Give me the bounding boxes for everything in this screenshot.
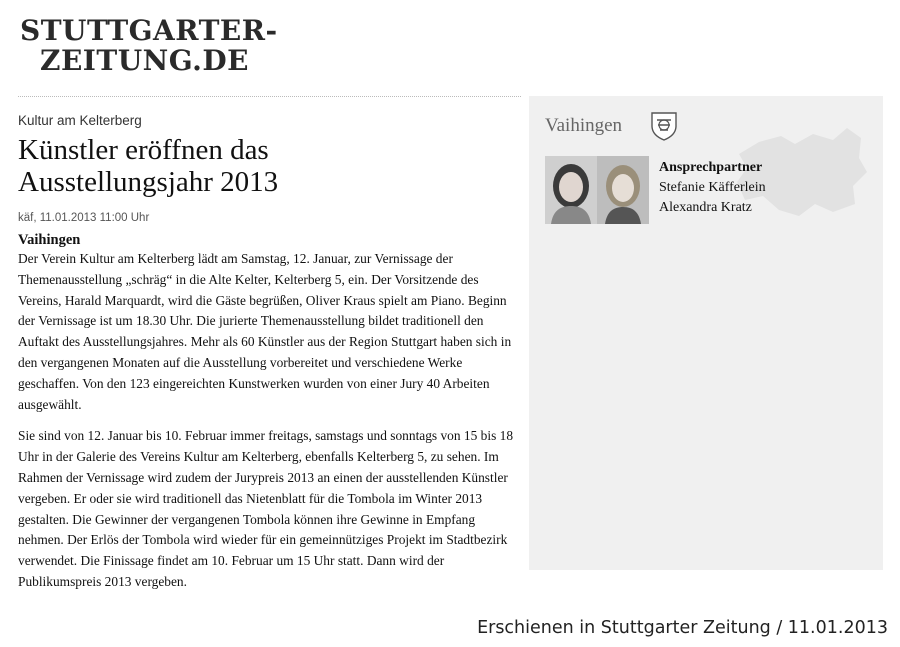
coat-of-arms-icon xyxy=(650,111,678,141)
publication-note: Erschienen in Stuttgarter Zeitung / 11.01.2013 xyxy=(477,618,888,638)
article-kicker: Kultur am Kelterberg xyxy=(18,113,142,128)
article-meta: käf, 11.01.2013 11:00 Uhr xyxy=(18,212,150,224)
article-headline xyxy=(18,134,523,198)
contact-name[interactable]: Alexandra Kratz xyxy=(659,200,752,215)
district-sidebar xyxy=(529,96,883,570)
headline-line-2: Ausstellungsjahr 2013 xyxy=(18,166,279,198)
site-logo[interactable] xyxy=(20,16,278,76)
article-place: Vaihingen xyxy=(18,232,81,248)
logo-line-2: ZEITUNG.DE xyxy=(40,44,250,77)
article-paragraph: Sie sind von 12. Januar bis 10. Februar immer freitags, samstags und sonntags von 15 bis 18 Uhr in der Galerie des Vereins Kultur am Kelterberg, ebenfalls Kelterberg 5, zu sehen. Im Rahmen der Vernissage wird zudem der Jurypreis 2013 an einen der ausstellenden Künstler vergeben. Er oder sie wird traditionell das Nietenblatt für die Tombola im Winter 2013 gestalten. Die Gewinner der vergangenen Tombola können ihre Gewinne in Empfang nehmen. Der Erlös der Tombola wird wieder für ein gemeinnütziges Projekt im Stadtbezirk verwendet. Die Finissage findet am 10. Februar um 15 Uhr statt. Dann wird der Publikumspreis 2013 vergeben. xyxy=(18,428,514,589)
article xyxy=(18,113,523,604)
headline-line-1: Künstler eröffnen das xyxy=(18,134,269,166)
contact-heading: Ansprechpartner xyxy=(659,160,763,175)
logo-line-1: STUTTGARTER- xyxy=(20,14,278,47)
contact-info xyxy=(659,160,766,220)
contact-photos xyxy=(545,156,649,224)
contact-name[interactable]: Stefanie Käfferlein xyxy=(659,180,766,195)
article-paragraph: Der Verein Kultur am Kelterberg lädt am Samstag, 12. Januar, zur Vernissage der Themenausstellung „schräg“ in die Alte Kelter, Kelterberg 5, ein. Der Vorsitzende des Vereins, Harald Marquardt, wird die Gäste begrüßen, Oliver Kraus spielt am Piano. Beginn der Vernissage ist um 18.30 Uhr. Die jurierte Themenausstellung bildet traditionell den Auftakt des Ausstellungsjahres. Mehr als 60 Künstler aus der Region Stuttgart haben sich in den vergangenen Monaten auf die Ausstellung vorbereitet und verschiedene Werke geschaffen. Von den 123 eingereichten Kunstwerken wurden von einer Jury 40 Arbeiten ausgewählt. xyxy=(18,251,512,412)
sidebar-title: Vaihingen xyxy=(545,115,623,136)
divider xyxy=(18,96,521,97)
